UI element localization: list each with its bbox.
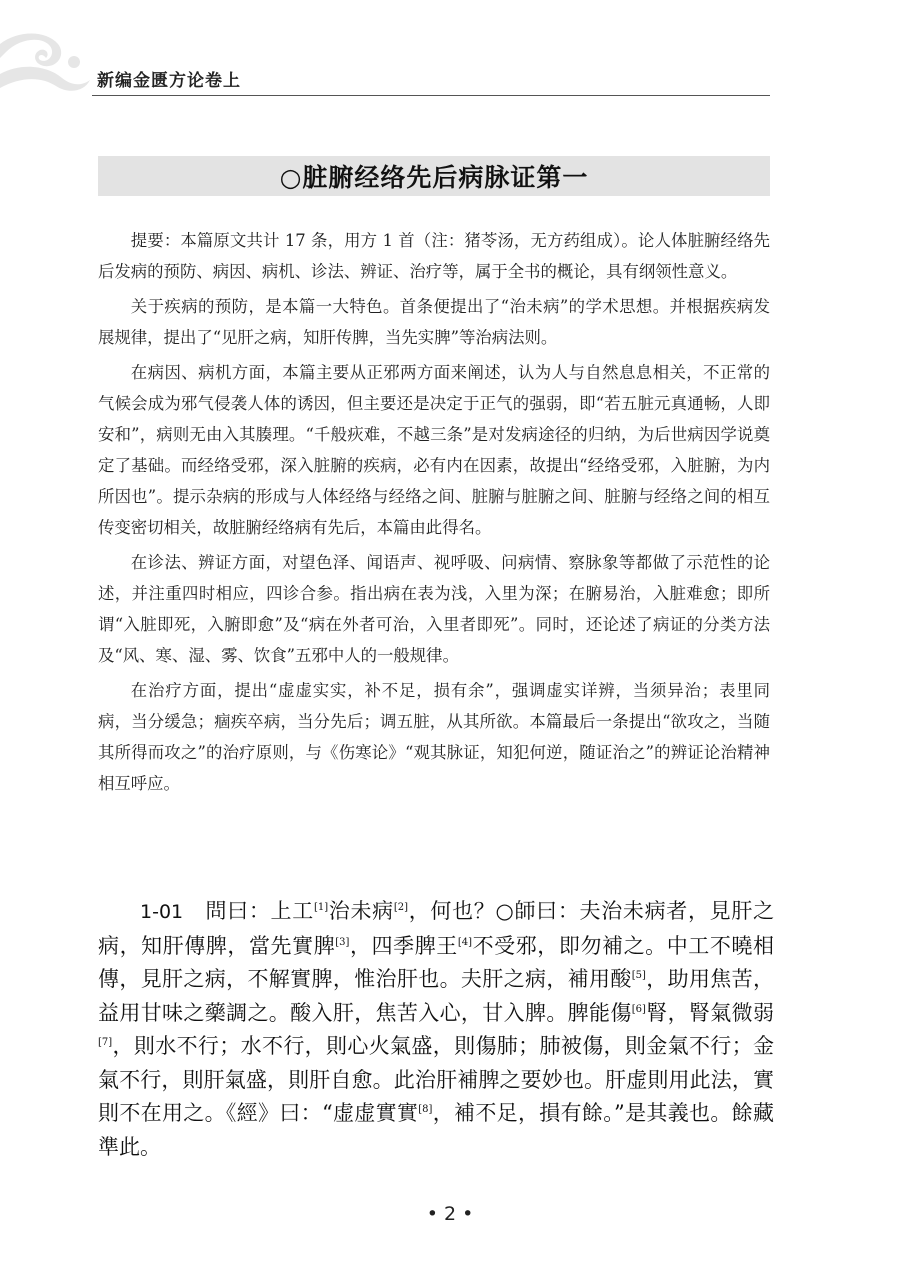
chapter-title: ○脏腑经络先后病脉证第一 [279,163,589,192]
corner-ornament-icon [0,22,95,102]
page-number: • 2 • [426,1203,474,1225]
classic-text-run: ，何也？○師曰：夫治未病者，見肝之病，知肝傳脾，當先實脾 [98,899,775,958]
summary-paragraph: 提要：本篇原文共计 17 条，用方 1 首（注：猪苓汤，无方药组成）。论人体脏腑经络先后发病的预防、病因、病机、诊法、辨证、治疗等，属于全书的概论，具有纲领性意义。 [98,231,770,281]
classic-text-run: ，補不足，損有餘。”是其義也。餘藏準此。 [98,1101,774,1159]
chapter-heading-band [98,156,770,196]
running-header: 新编金匮方论卷上 [97,71,241,91]
classic-text [98,895,774,1164]
footnote-marker: [6] [631,1003,646,1015]
footnote-marker: [3] [335,936,350,948]
footnote-marker: [2] [393,902,409,913]
classic-text-run: ，則水不行；水不行，則心火氣盛，則傷肺；肺被傷，則金氣不行；金氣不行，則肝氣盛，則肝自愈。此治肝補脾之要妙也。肝虚則用此法，實則不在用之。《經》曰：“虚虚實實 [98,1034,774,1125]
summary-paragraph: 关于疾病的预防，是本篇一大特色。首条便提出了“治未病”的学术思想。并根据疾病发展规律，提出了“见肝之病，知肝传脾，当先实脾”等治病法则。 [98,297,770,347]
footnote-marker: [1] [313,902,329,913]
clause-number: 1-01 [140,901,184,923]
summary-paragraph: 在病因、病机方面，本篇主要从正邪两方面来阐述，认为人与自然息息相关，不正常的气候会成为邪气侵袭人体的诱因，但主要还是决定于正气的强弱，即“若五脏元真通畅，人即安和”，病则无由入其腠理。“千般疢难，不越三条”是对发病途径的归纳，为后世病因学说奠定了基础。而经络受邪，深入脏腑的疾病，必有内在因素，故提出“经络受邪，入脏腑，为内所因也”。提示杂病的形成与人体经络与经络之间、脏腑与脏腑之间、脏腑与经络之间的相互传变密切相关，故脏腑经络病有先后，本篇由此得名。 [98,363,770,537]
header-rule [92,95,770,96]
classic-text-run: 問曰：上工 [205,899,314,923]
summary-paragraph: 在治疗方面，提出“虚虚实实，补不足，损有余”，强调虚实详辨，当须异治；表里同病，当分缓急；痼疾卒病，当分先后；调五脏，从其所欲。本篇最后一条提出“欲攻之，当随其所得而攻之”的治疗原则，与《伤寒论》“观其脉证，知犯何逆，随证治之”的辨证论治精神相互呼应。 [98,681,770,793]
summary-paragraph: 在诊法、辨证方面，对望色泽、闻语声、视呼吸、问病情、察脉象等都做了示范性的论述，并注重四时相应，四诊合参。指出病在表为浅，入里为深；在腑易治，入脏难愈；即所谓“入脏即死，入腑即愈”及“病在外者可治，入里者即死”。同时，还论述了病证的分类方法及“风、寒、湿、雾、饮食”五邪中人的一般规律。 [98,553,770,665]
footnote-marker: [5] [631,970,646,981]
footnote-marker: [4] [457,936,473,948]
footnote-marker: [7] [98,1037,113,1048]
classic-paragraph [98,895,774,1164]
classic-text-run: 治未病 [328,899,394,923]
classic-text-run: 腎，腎氣微弱 [645,1000,775,1025]
classic-text-run: ，助用焦苦，益用甘味之藥調之。酸入肝，焦苦入心，甘入脾。脾能傷 [98,967,775,1025]
footnote-marker: [8] [418,1104,433,1115]
classic-text-run: 不受邪，即勿補之。中工不曉相傳，見肝之病，不解實脾，惟治肝也。夫肝之病，補用酸 [98,933,775,991]
classic-text-run: ，四季脾王 [349,933,458,958]
chapter-summary [98,225,770,803]
